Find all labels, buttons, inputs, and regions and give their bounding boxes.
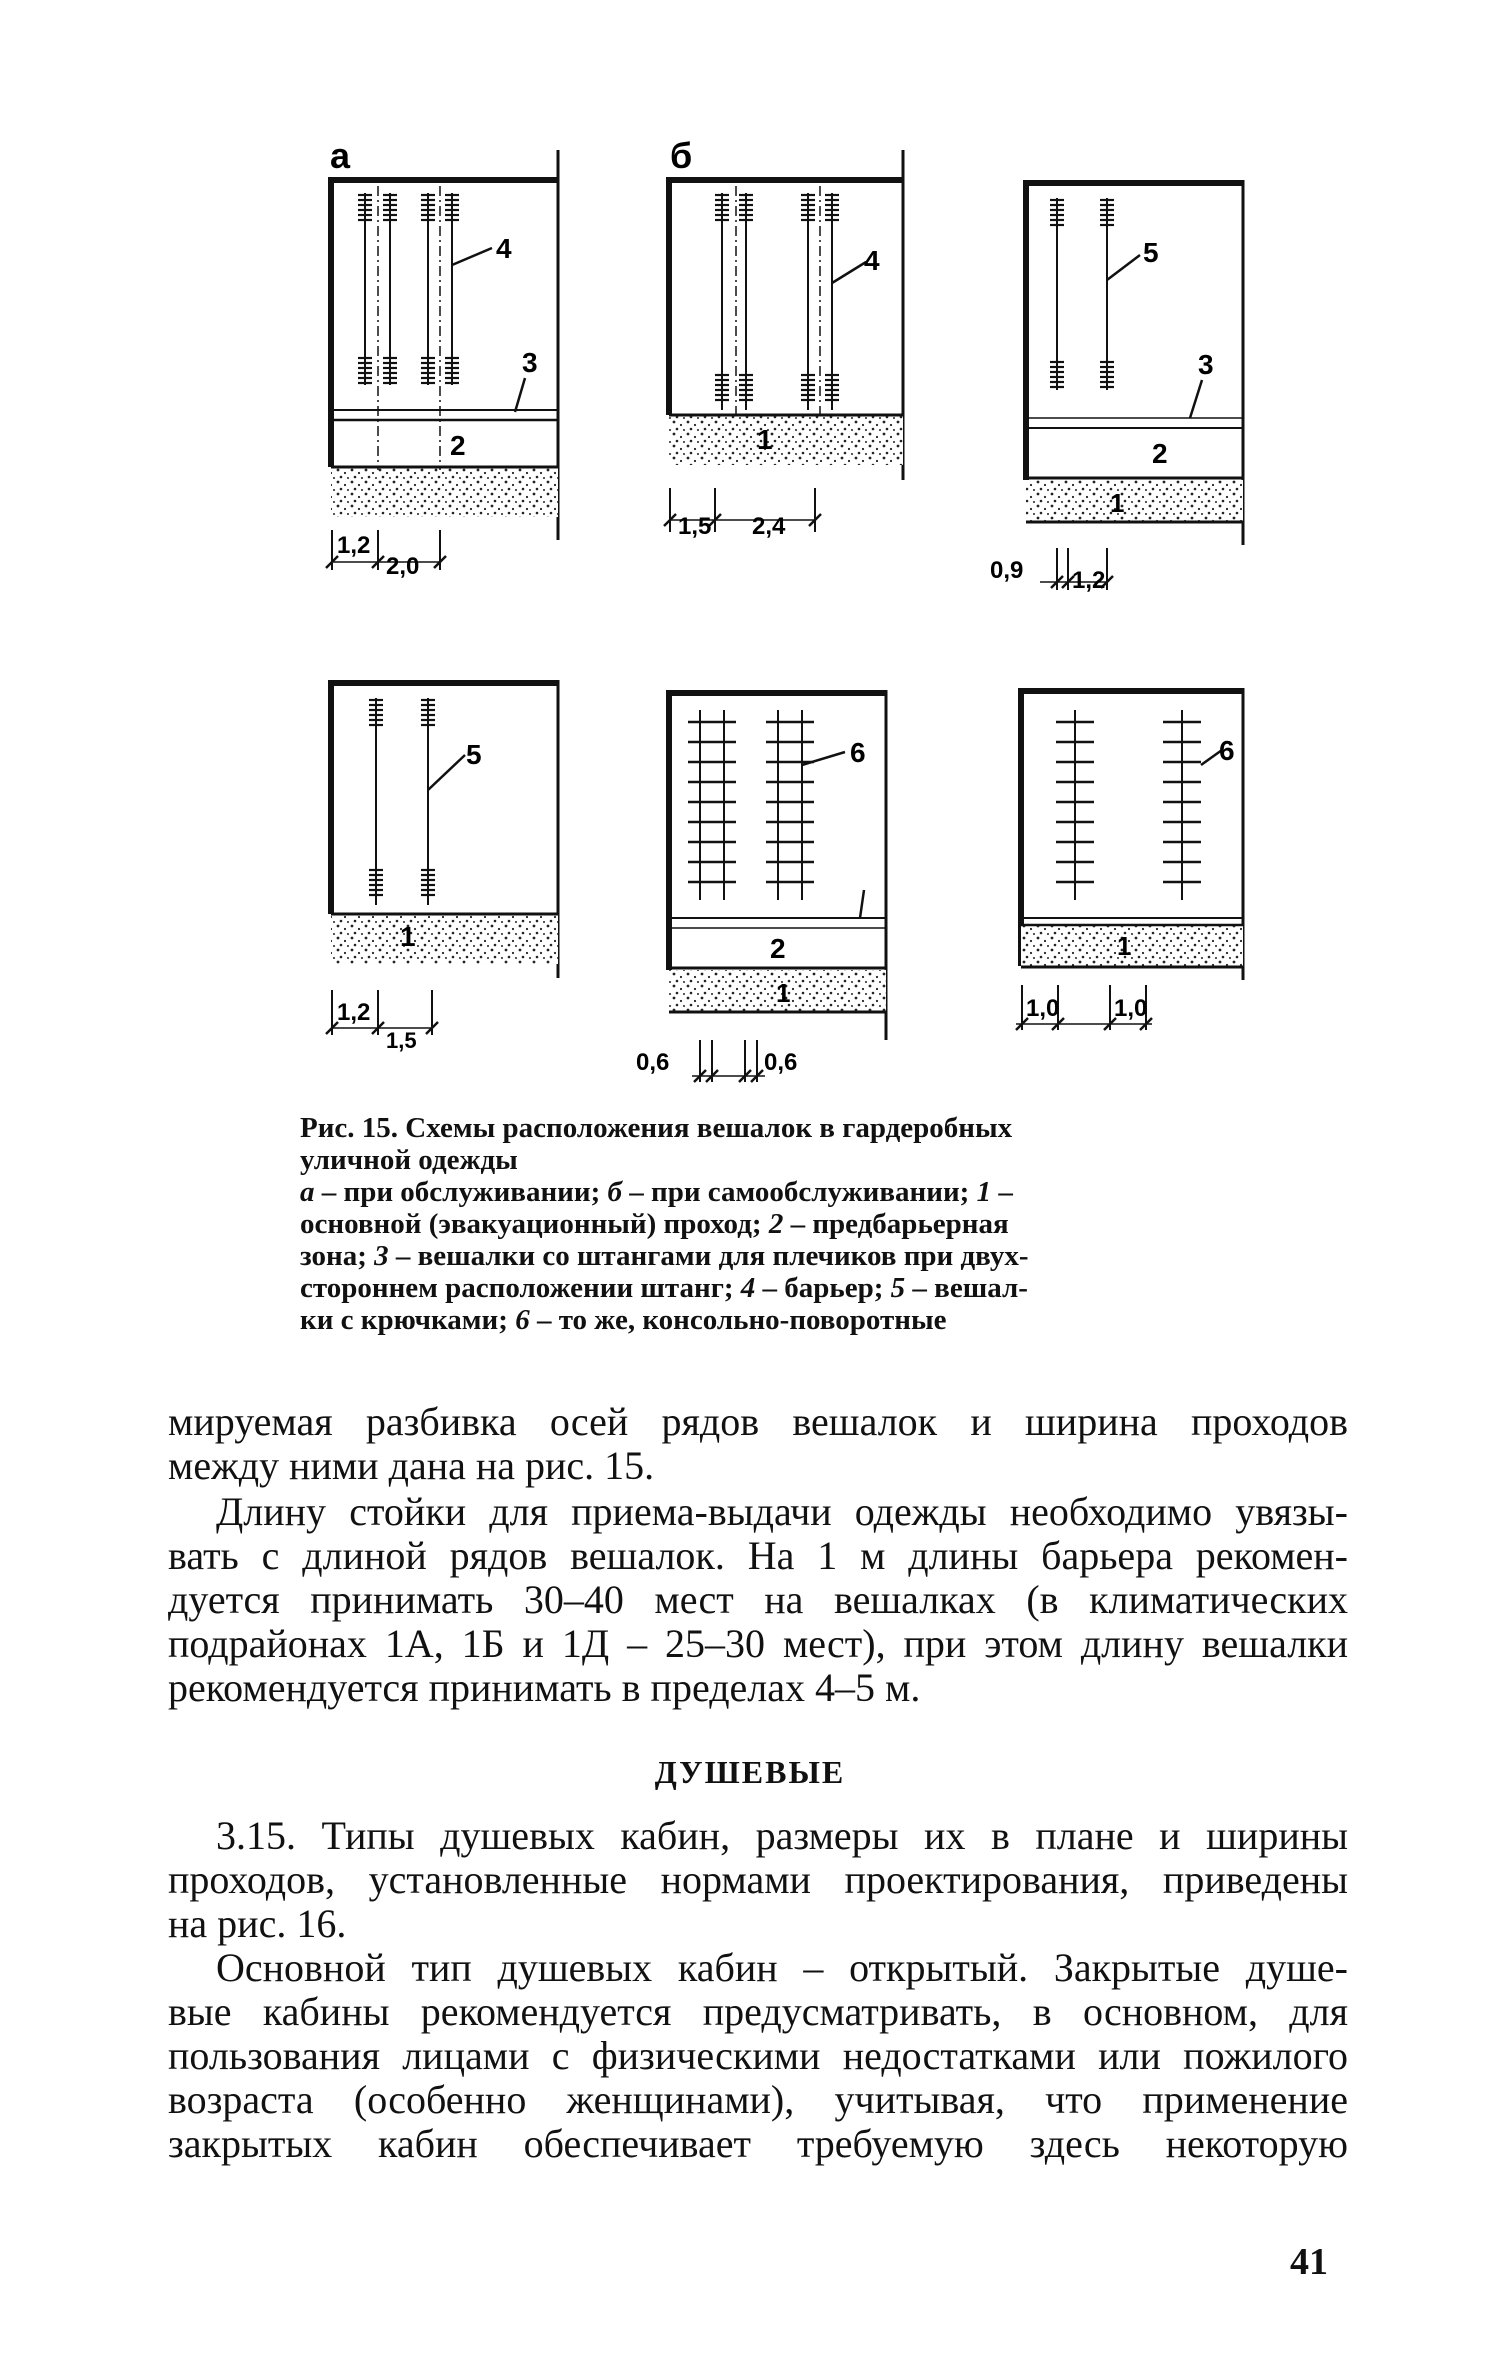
caption-title: [300, 1112, 1240, 1176]
text-line: мируемая разбивка осей рядов вешалок и ширина проходов: [168, 1400, 1348, 1444]
callout-1-b: 1: [757, 424, 773, 455]
callout-2-c: 2: [1152, 438, 1168, 469]
dim-b-bottom-2: 0,6: [764, 1049, 798, 1076]
callout-4-b: 4: [864, 245, 880, 276]
panel-c-bottom: [1016, 688, 1243, 1030]
panel-b-bottom: [636, 690, 886, 1082]
caption-title-line: Рис. 15. Схемы расположения вешалок в гардеробных: [300, 1112, 1013, 1144]
figure-caption: [300, 1112, 1240, 1336]
callout-3-c: 3: [1198, 349, 1214, 380]
paragraph-4: [168, 1946, 1348, 2166]
section-heading: ДУШЕВЫЕ: [654, 1754, 846, 1790]
text-line: подрайонах 1А, 1Б и 1Д – 25–30 мест), при этом длину вешалки: [168, 1622, 1348, 1666]
paragraph-1: [168, 1400, 1348, 1488]
legend-line: стороннем расположении штанг; 4 – барьер; 5 – вешал-: [300, 1272, 1028, 1304]
text-line: вые кабины рекомендуется предусматривать, в основном, для: [168, 1990, 1348, 2034]
callout-3-a: 3: [522, 347, 538, 378]
callout-6-c: 6: [1219, 735, 1235, 766]
callout-2-a: 2: [450, 430, 466, 461]
dim-b-top-2: 2,4: [752, 513, 786, 540]
caption-legend: [300, 1176, 1240, 1336]
callout-6-b: 6: [850, 737, 866, 768]
panel-label-a: а: [330, 135, 351, 176]
callout-1-c-bottom: 1: [1117, 931, 1132, 961]
callout-2-b: 2: [770, 933, 786, 964]
text-line: закрытых кабин обеспечивает требуемую здесь некоторую: [168, 2122, 1348, 2166]
dim-b-top-1: 1,5: [678, 513, 712, 540]
dim-a-bottom-1: 1,2: [337, 999, 371, 1026]
panel-a-bottom: [326, 680, 558, 1053]
text-line: между ними дана на рис. 15.: [168, 1444, 655, 1488]
panel-a-top: [326, 135, 558, 580]
dim-c-top-1: 0,9: [990, 557, 1024, 584]
figure-15-diagram: [0, 0, 1500, 1100]
callout-1-a: 1: [400, 921, 416, 952]
text-line: Основной тип душевых кабин – открытый. Закрытые душе-: [216, 1946, 1348, 1990]
text-line: возраста (особенно женщинами), учитывая, что применение: [168, 2078, 1348, 2122]
panel-c-top: [990, 180, 1243, 594]
callout-4-a: 4: [496, 233, 512, 264]
panel-b-top: [664, 135, 903, 540]
legend-line: а – при обслуживании; б – при самообслуживании; 1 –: [300, 1176, 1013, 1208]
dim-c-top-2: 1,2: [1072, 567, 1106, 594]
text-line: пользования лицами с физическими недостатками или пожилого: [168, 2034, 1348, 2078]
paragraph-3: [168, 1814, 1348, 1946]
panel-label-b: б: [670, 135, 693, 176]
dim-b-bottom-1: 0,6: [636, 1049, 670, 1076]
dim-c-bottom-1: 1,0: [1026, 995, 1060, 1022]
callout-1-c: 1: [1110, 488, 1125, 518]
page-number: 41: [1290, 2241, 1328, 2283]
caption-title-line: уличной одежды: [300, 1144, 518, 1176]
callout-1-b-bottom: 1: [776, 978, 791, 1008]
text-line: 3.15. Типы душевых кабин, размеры их в плане и ширины: [216, 1814, 1348, 1858]
text-line: на рис. 16.: [168, 1902, 347, 1946]
legend-line: ки с крючками; 6 – то же, консольно-поворотные: [300, 1304, 947, 1336]
dim-a-top-2: 2,0: [386, 553, 420, 580]
paragraph-2: [168, 1490, 1348, 1710]
text-line: проходов, установленные нормами проектирования, приведены: [168, 1858, 1348, 1902]
legend-line: основной (эвакуационный) проход; 2 – предбарьерная: [300, 1208, 1009, 1240]
callout-5-a: 5: [466, 739, 482, 770]
text-line: вать с длиной рядов вешалок. На 1 м длины барьера рекомен-: [168, 1534, 1348, 1578]
dim-a-top-1: 1,2: [337, 532, 371, 559]
dim-a-bottom-2: 1,5: [386, 1028, 417, 1053]
text-line: дуется принимать 30–40 мест на вешалках (в климатических: [168, 1578, 1348, 1622]
callout-5-c: 5: [1143, 237, 1159, 268]
legend-line: зона; 3 – вешалки со штангами для плечиков при двух-: [300, 1240, 1029, 1272]
dim-c-bottom-2: 1,0: [1114, 995, 1148, 1022]
text-line: рекомендуется принимать в пределах 4–5 м.: [168, 1666, 921, 1710]
text-line: Длину стойки для приема-выдачи одежды необходимо увязы-: [216, 1490, 1348, 1534]
